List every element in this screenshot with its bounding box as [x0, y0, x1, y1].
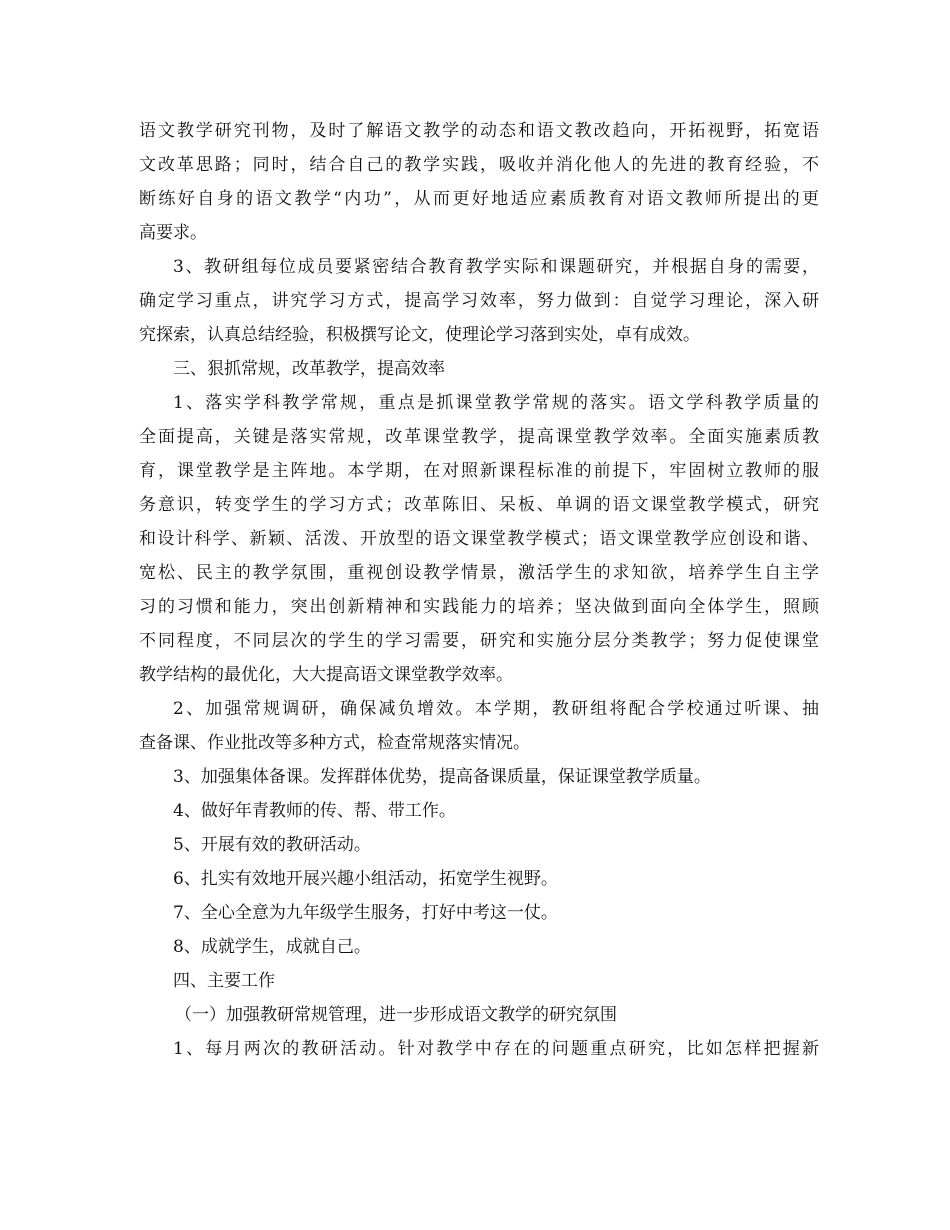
text-line: 习的习惯和能力，突出创新精神和实践能力的培养；坚决做到面向全体学生，照顾: [139, 597, 819, 617]
text-line: 语文教学研究刊物，及时了解语文教学的动态和语文教改趋向，开拓视野，拓宽语: [139, 121, 819, 141]
text-line: 2、加强常规调研，确保减负增效。本学期，教研组将配合学校通过听课、抽: [173, 699, 819, 719]
text-line: 查备课、作业批改等多种方式，检查常规落实情况。: [139, 733, 530, 753]
text-line: 3、加强集体备课。发挥群体优势，提高备课质量，保证课堂教学质量。: [173, 767, 711, 787]
section-heading: 三、狠抓常规，改革教学，提高效率: [173, 359, 445, 379]
text-line: 和设计科学、新颖、活泼、开放型的语文课堂教学模式；语文课堂教学应创设和谐、: [139, 529, 819, 549]
text-line: 6、扎实有效地开展兴趣小组活动，拓宽学生视野。: [173, 869, 558, 889]
text-line: 确定学习重点，讲究学习方式，提高学习效率，努力做到：自觉学习理论，深入研: [139, 291, 819, 311]
text-line: 4、做好年青教师的传、帮、带工作。: [173, 801, 456, 821]
text-line: 3、教研组每位成员要紧密结合教育教学实际和课题研究，并根据自身的需要，: [173, 257, 819, 277]
document-body: [139, 114, 819, 1066]
text-line: 高要求。: [139, 223, 207, 243]
text-line: 7、全心全意为九年级学生服务，打好中考这一仗。: [173, 903, 558, 923]
text-line: 不同程度，不同层次的学生的学习需要，研究和实施分层分类教学；努力促使课堂: [139, 631, 819, 651]
text-line: 1、每月两次的教研活动。针对教学中存在的问题重点研究，比如怎样把握新: [173, 1039, 819, 1059]
text-line: 宽松、民主的教学氛围，重视创设教学情景，激活学生的求知欲，培养学生自主学: [139, 563, 819, 583]
subsection-heading: （一）加强教研常规管理，进一步形成语文教学的研究氛围: [175, 1005, 617, 1025]
text-line: 究探索，认真总结经验，积极撰写论文，使理论学习落到实处，卓有成效。: [139, 325, 700, 345]
section-heading: 四、主要工作: [173, 971, 275, 991]
text-line: 5、开展有效的教研活动。: [173, 835, 371, 855]
text-line: 务意识，转变学生的学习方式；改革陈旧、呆板、单调的语文课堂教学模式，研究: [139, 495, 819, 515]
text-line: 教学结构的最优化，大大提高语文课堂教学效率。: [139, 665, 513, 685]
text-line: 8、成就学生，成就自己。: [173, 937, 371, 957]
text-line: 断练好自身的语文教学“内功”，从而更好地适应素质教育对语文教师所提出的更: [139, 189, 819, 209]
text-line: 文改革思路；同时，结合自己的教学实践，吸收并消化他人的先进的教育经验，不: [139, 155, 819, 175]
text-line: 育，课堂教学是主阵地。本学期，在对照新课程标准的前提下，牢固树立教师的服: [139, 461, 819, 481]
text-line: 全面提高，关键是落实常规，改革课堂教学，提高课堂教学效率。全面实施素质教: [139, 427, 819, 447]
text-line: 1、落实学科教学常规，重点是抓课堂教学常规的落实。语文学科教学质量的: [173, 393, 819, 413]
